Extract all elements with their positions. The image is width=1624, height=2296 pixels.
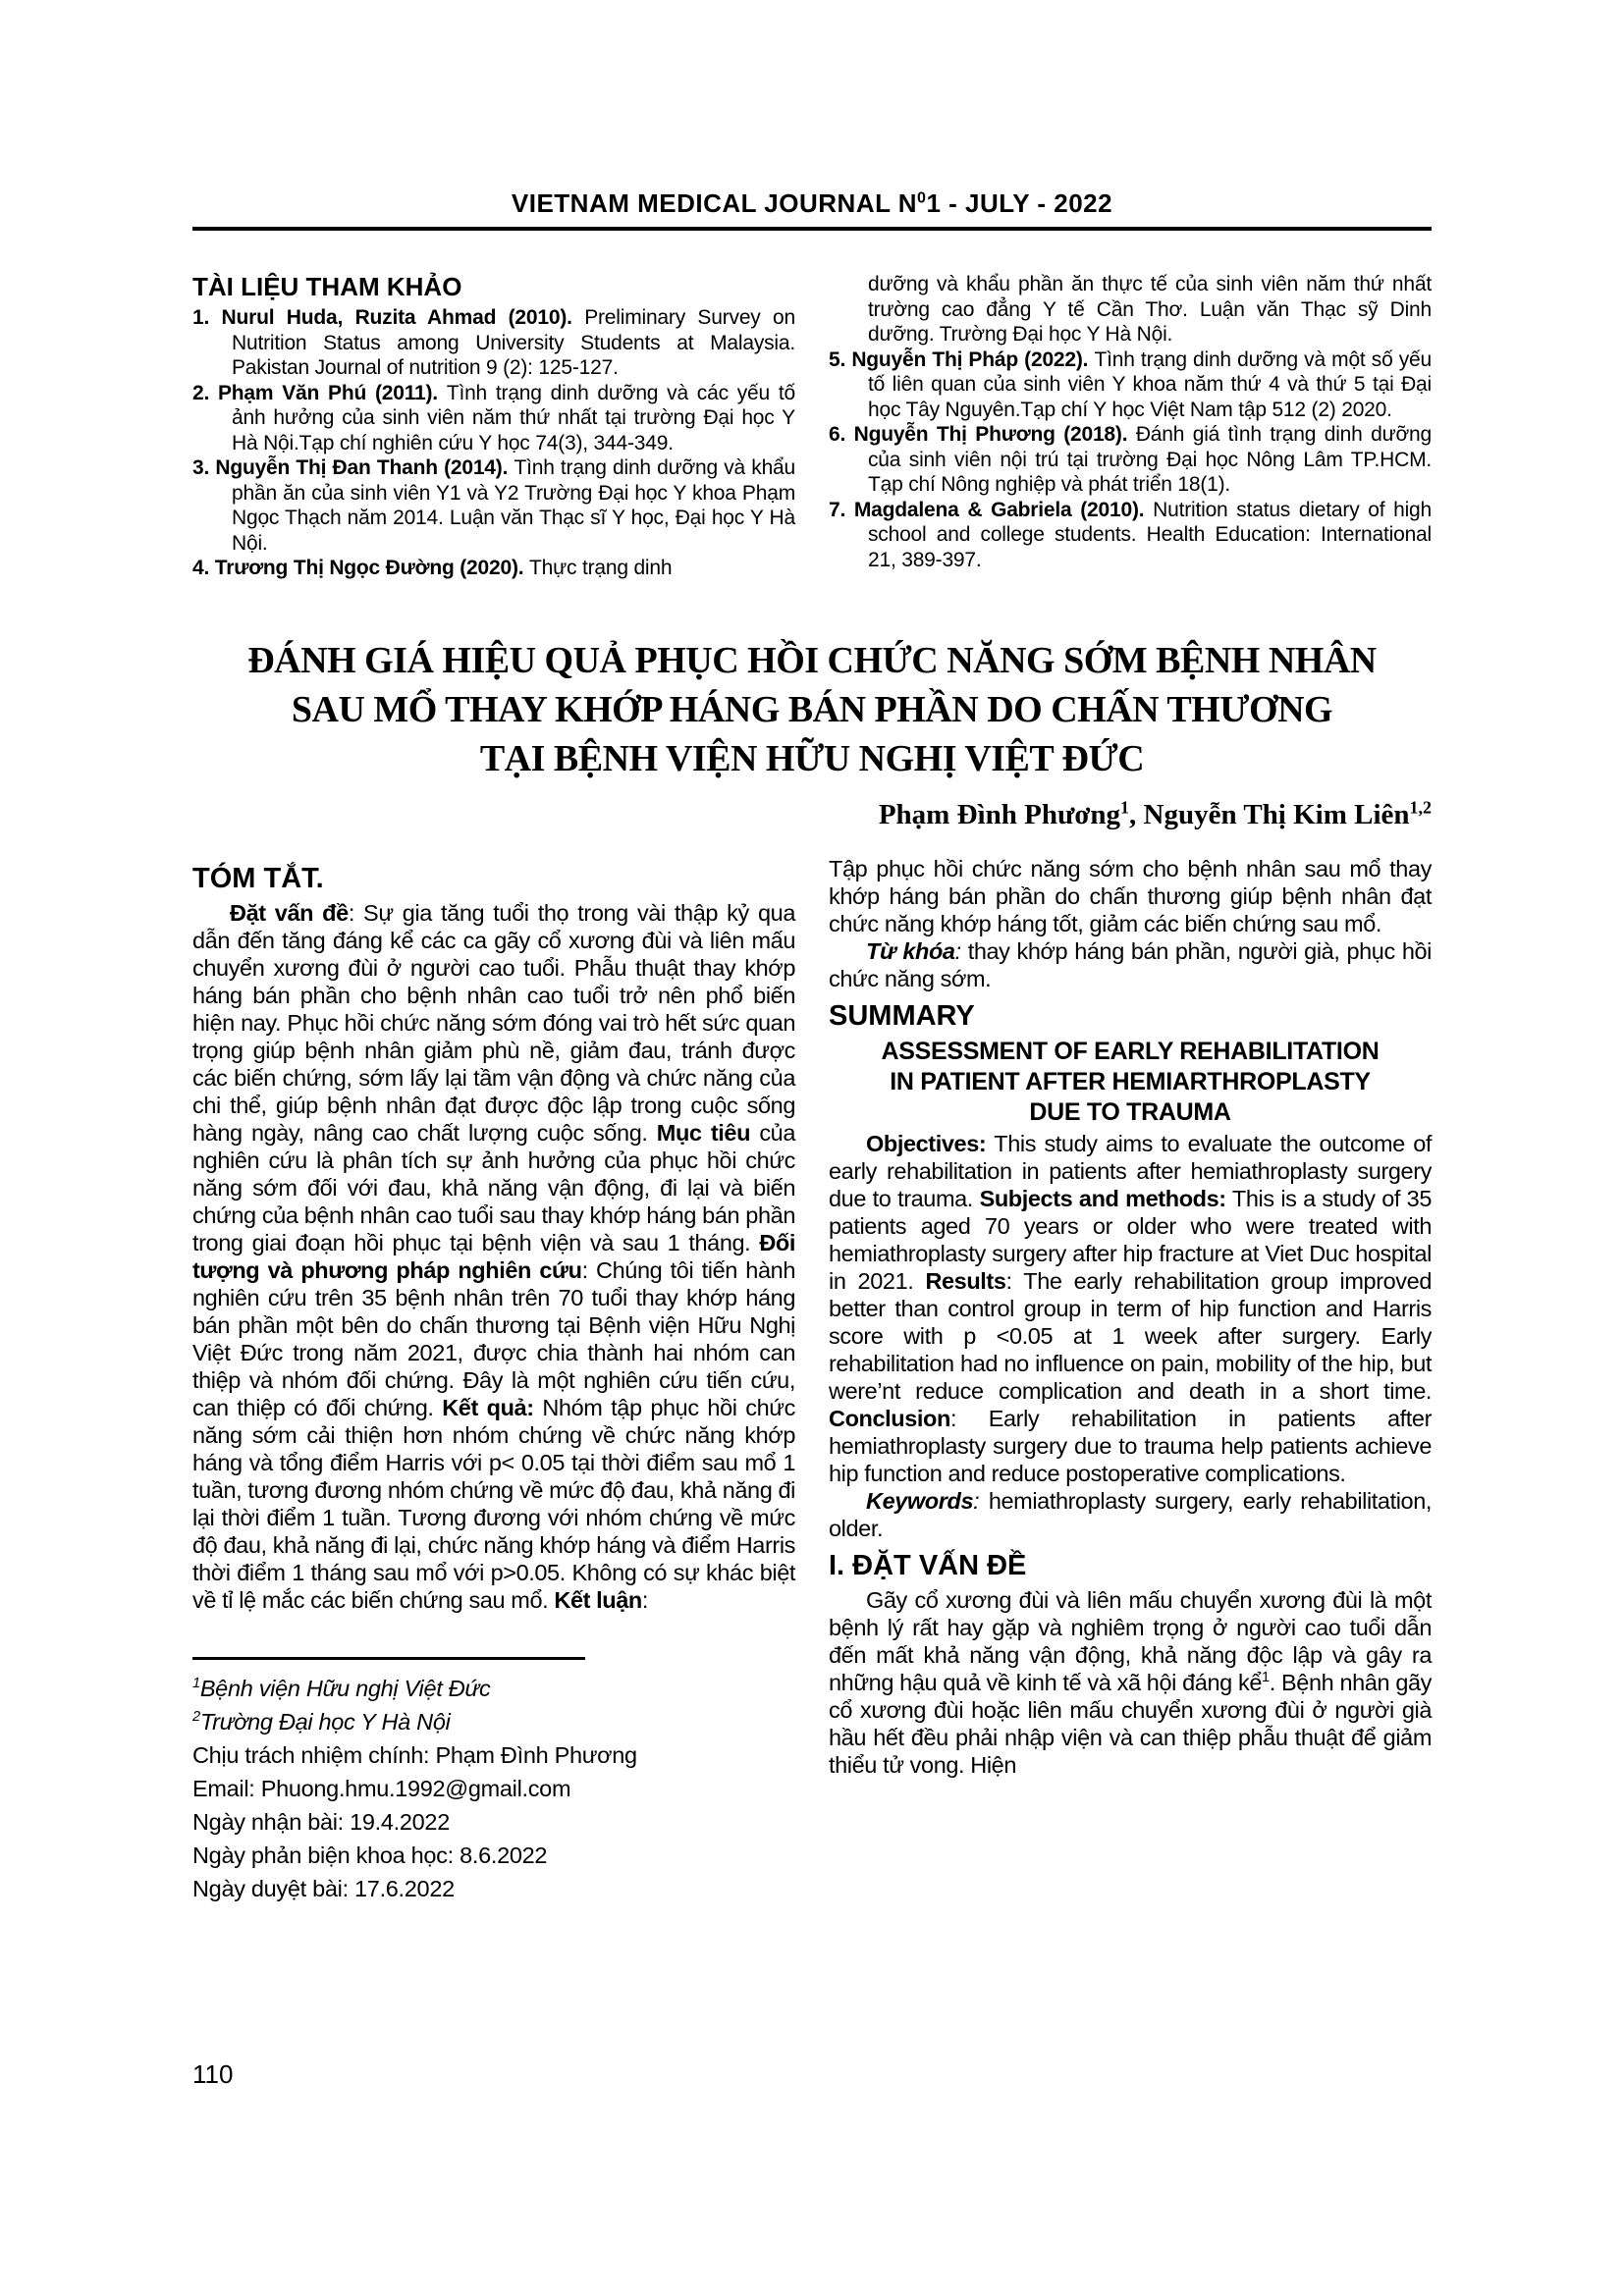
references-heading: TÀI LIỆU THAM KHẢO	[192, 272, 462, 301]
footnote-line: Chịu trách nhiệm chính: Phạm Đình Phương	[192, 1741, 637, 1768]
keywords-vi: Từ khóa: thay khớp háng bán phần, người già, phục hồi chức năng sớm.	[829, 937, 1432, 991]
reference-continuation: dưỡng và khẩu phần ăn thực tế của sinh viên năm thứ nhất trường cao đẳng Y tế Cần Thơ. Luận văn Thạc sỹ Dinh dưỡng. Trường Đại học Y Hà Nội.	[868, 273, 1432, 346]
footnote-line: Email: Phuong.hmu.1992@gmail.com	[192, 1775, 571, 1801]
footnote-separator	[192, 1657, 585, 1660]
reference-list-right	[829, 347, 1432, 573]
reference-item: 3. Nguyễn Thị Đan Thanh (2014). Tình trạng dinh dưỡng và khẩu phần ăn của sinh viên Y1 và Y2 Trường Đại học Y khoa Phạm Ngọc Thạch năm 2014. Luận văn Thạc sĩ Y học, Đại học Y Hà Nội.	[192, 456, 796, 555]
article-title-line: SAU MỔ THAY KHỚP HÁNG BÁN PHẦN DO CHẤN THƯƠNG	[291, 688, 1333, 730]
reference-item: 7. Magdalena & Gabriela (2010). Nutrition status dietary of high school and college students. Health Education: International 21, 389-397.	[829, 498, 1433, 571]
reference-item: 2. Phạm Văn Phú (2011). Tình trạng dinh dưỡng và các yếu tố ảnh hưởng của sinh viên năm thứ nhất tại trường Đại học Y Hà Nội.Tạp chí nghiên cứu Y học 74(3), 344-349.	[192, 381, 795, 454]
reference-list-left	[192, 305, 795, 581]
authors-line: Phạm Đình Phương$^1$, Nguyễn Thị Kim Liên$^{1,2}$	[878, 796, 1432, 830]
summary-title-line: IN PATIENT AFTER HEMIARTHROPLASTY	[890, 1067, 1371, 1095]
body-left-column	[192, 855, 795, 1905]
abstract-vi-continuation: Tập phục hồi chức năng sớm cho bệnh nhân sau mổ thay khớp háng bán phần do chấn thương giúp bệnh nhân đạt chức năng khớp háng tốt, giảm các biến chứng sau mổ.	[829, 855, 1432, 936]
introduction-heading: I. ĐẶT VẤN ĐỀ	[829, 1549, 1027, 1581]
page-number: 110	[192, 2059, 234, 2089]
body-right-column	[829, 855, 1432, 1905]
summary-title-line: DUE TO TRAUMA	[1029, 1097, 1231, 1126]
footnote-block	[192, 1657, 795, 1905]
reference-item: 1. Nurul Huda, Ruzita Ahmad (2010). Preliminary Survey on Nutrition Status among University Students at Malaysia. Pakistan Journal of nutrition 9 (2): 125-127.	[192, 306, 795, 379]
article-title-line: ĐÁNH GIÁ HIỆU QUẢ PHỤC HỒI CHỨC NĂNG SỚM BỆNH NHÂN	[247, 639, 1377, 681]
summary-title	[829, 1037, 1432, 1128]
keywords-en: Keywords: hemiathroplasty surgery, early rehabilitation, older.	[829, 1487, 1432, 1541]
summary-paragraph: Objectives: This study aims to evaluate the outcome of early rehabilitation in patients after hemiathroplasty surgery due to trauma. Subjects and methods: This is a study of 35 patients aged 70 years or older who were treated with hemiathroplasty surgery after hip fracture at Viet Duc hospital in 2021. Results: The early rehabilitation group improved better than control group in term of hip function and Harris score with p <0.05 at 1 week after surgery. Early rehabilitation had no influence on pain, mobility of the hip, but were’nt reduce complication and death in a short time. Conclusion: Early rehabilitation in patients after hemiathroplasty surgery due to trauma help patients achieve hip function and reduce postoperative complications.	[829, 1130, 1432, 1486]
article-title-block	[192, 636, 1432, 831]
footnote-line: Ngày nhận bài: 19.4.2022	[192, 1808, 450, 1835]
footnote-line: Ngày phản biện khoa học: 8.6.2022	[192, 1842, 548, 1868]
reference-item: 5. Nguyễn Thị Pháp (2022). Tình trạng dinh dưỡng và một số yếu tố liên quan của sinh viên Y khoa năm thứ 4 và thứ 5 tại Đại học Tây Nguyên.Tạp chí Y học Việt Nam tập 512 (2) 2020.	[829, 347, 1433, 421]
journal-header: VIETNAM MEDICAL JOURNAL $N^01$ - JULY - 2022	[192, 188, 1432, 231]
footnote-line: Ngày duyệt bài: 17.6.2022	[192, 1875, 455, 1901]
abstract-vi-paragraph: Đặt vấn đề: Sự gia tăng tuổi thọ trong vài thập kỷ qua dẫn đến tăng đáng kể các ca gãy cổ xương đùi và liên mấu chuyển xương đùi ở người cao tuổi. Phẫu thuật thay khớp háng bán phần cho bệnh nhân cao tuổi trở nên phổ biến hiện nay. Phục hồi chức năng sớm đóng vai trò hết sức quan trọng giúp bệnh nhân giảm phù nề, giảm đau, tránh được các biến chứng, sớm lấy lại tầm vận động và chức năng của chi thể, giúp bệnh nhân đạt được độc lập trong cuộc sống hàng ngày, nâng cao chất lượng cuộc sống. Mục tiêu của nghiên cứu là phân tích sự ảnh hưởng của phục hồi chức năng sớm đối với đau, khả năng vận động, đi lại và biến chứng của bệnh nhân cao tuổi sau thay khớp háng bán phần trong giai đoạn hồi phục tại bệnh viện và sau 1 tháng. Đối tượng và phương pháp nghiên cứu: Chúng tôi tiến hành nghiên cứu trên 35 bệnh nhân trên 70 tuổi thay khớp háng bán phần một bên do chấn thương tại Bệnh viện Hữu Nghị Việt Đức trong năm 2021, được chia thành hai nhóm can thiệp và nhóm đối chứng. Đây là một nghiên cứu tiến cứu, can thiệp có đối chứng. Kết quả: Nhóm tập phục hồi chức năng sớm cải thiện hơn nhóm chứng về chức năng khớp háng và tổng điểm Harris với p< 0.05 tại thời điểm sau mổ 1 tuần, tương đương nhóm chứng về mức độ đau, khả năng đi lại thời điểm 1 tuần. Tương đương với nhóm chứng về mức độ đau, khả năng đi lại, chức năng khớp háng và điểm Harris thời điểm 1 tháng sau mổ với p>0.05. Không có sự khác biệt về tỉ lệ mắc các biến chứng sau mổ. Kết luận:	[192, 899, 796, 1613]
abstract-vi-heading: TÓM TẮT.	[192, 862, 324, 894]
references-right-column	[829, 272, 1432, 581]
affiliation-2: $^2$Trường Đại học Y Hà Nội	[192, 1708, 451, 1735]
article-body	[192, 855, 1432, 1905]
references-section	[192, 272, 1432, 581]
summary-heading: SUMMARY	[829, 999, 975, 1032]
affiliation-1: $^1$Bệnh viện Hữu nghị Việt Đức	[192, 1675, 491, 1701]
article-title-line: TẠI BỆNH VIỆN HỮU NGHỊ VIỆT ĐỨC	[479, 737, 1145, 779]
summary-title-line: ASSESSMENT OF EARLY REHABILITATION	[881, 1037, 1380, 1065]
reference-item: 6. Nguyễn Thị Phương (2018). Đánh giá tình trạng dinh dưỡng của sinh viên nội trú tại trường Đại học Nông Lâm TP.HCM. Tạp chí Nông nghiệp và phát triển 18(1).	[829, 423, 1432, 496]
introduction-paragraph: Gãy cổ xương đùi và liên mấu chuyển xương đùi là một bệnh lý rất hay gặp và nghiêm trọng ở người cao tuổi dẫn đến mất khả năng vận động, khả năng độc lập và gây ra những hậu quả về kinh tế và xã hội đáng kể$^1$. Bệnh nhân gãy cổ xương đùi hoặc liên mấu chuyển xương đùi ở người già hầu hết đều phải nhập viện và can thiệp phẫu thuật để giảm thiểu tử vong. Hiện	[829, 1586, 1433, 1778]
references-left-column	[192, 272, 795, 581]
reference-item: 4. Trương Thị Ngọc Đường (2020). Thực trạng dinh	[192, 557, 673, 579]
footnote-lines	[192, 1738, 795, 1905]
article-title	[192, 636, 1432, 783]
